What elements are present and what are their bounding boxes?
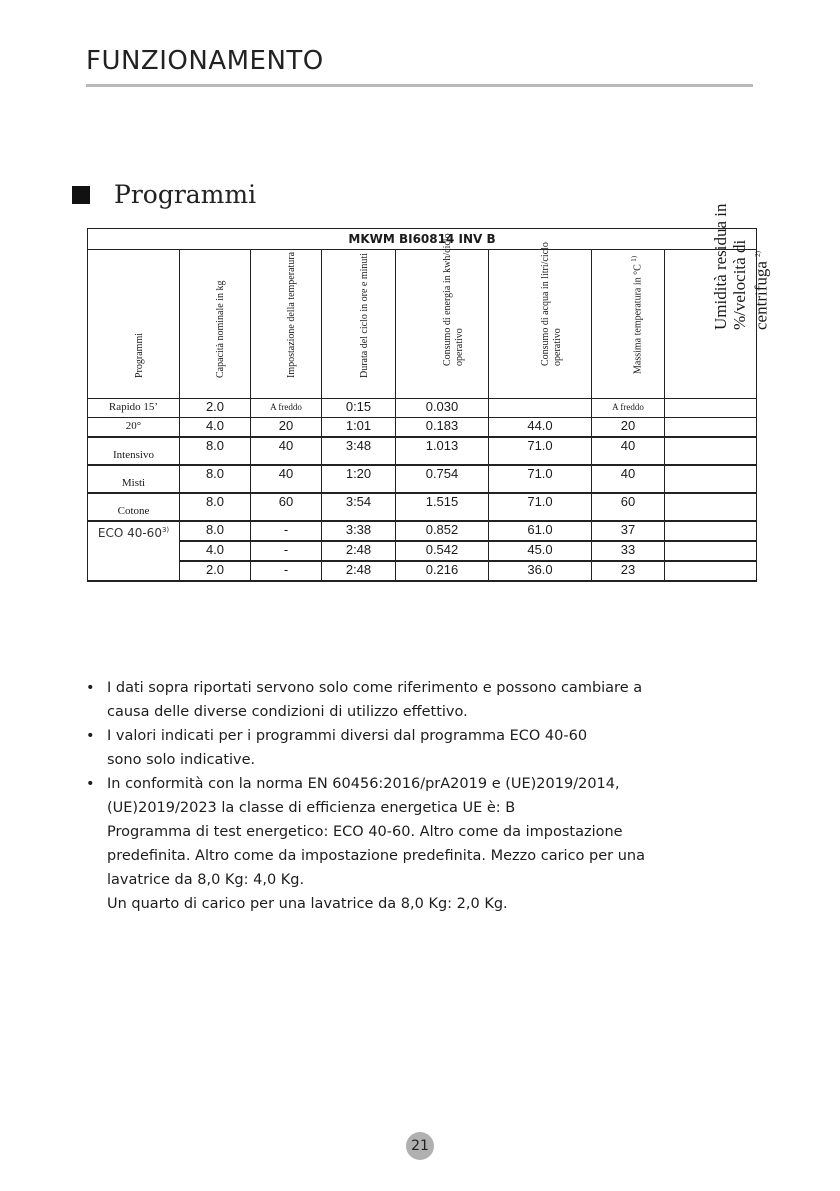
residual-cell	[665, 521, 757, 541]
programs-table	[87, 203, 771, 582]
capacity-cell: 4.0	[180, 541, 251, 561]
energy-cell: 0.754	[396, 465, 489, 493]
table-row	[88, 465, 757, 493]
duration-cell: 3:38	[322, 521, 396, 541]
column-header	[251, 250, 322, 399]
residual-cell	[665, 465, 757, 493]
max-temp-cell: 37	[592, 521, 665, 541]
energy-cell: 1.515	[396, 493, 489, 521]
water-cell: 71.0	[489, 493, 592, 521]
capacity-cell: 8.0	[180, 437, 251, 465]
temp-cell: 20	[251, 418, 322, 438]
table-model-title: MKWM BI60814 INV B	[88, 229, 757, 250]
duration-cell: 2:48	[322, 561, 396, 581]
note-line: In conformità con la norma EN 60456:2016/prA2019 e (UE)2019/2014,	[107, 776, 620, 792]
bullet-icon: •	[86, 728, 95, 744]
water-cell: 71.0	[489, 437, 592, 465]
table-row	[88, 418, 757, 438]
column-header-label: Consumo di acqua in litri/ciclo operativo	[540, 242, 563, 366]
section-title: Programmi	[114, 180, 257, 209]
program-name: Intensivo	[88, 437, 180, 465]
residual-cell	[665, 541, 757, 561]
max-temp-cell: 40	[592, 437, 665, 465]
column-header	[322, 250, 396, 399]
column-header-label: Consumo di energia in kwh/ciclo operativo	[442, 233, 465, 366]
duration-cell: 1:20	[322, 465, 396, 493]
column-header	[665, 203, 771, 399]
temp-cell: 60	[251, 493, 322, 521]
note-line: predefinita. Altro come da impostazione predefinita. Mezzo carico per una	[107, 848, 646, 864]
water-cell: 44.0	[489, 418, 592, 438]
duration-cell: 0:15	[322, 399, 396, 418]
water-cell	[489, 399, 592, 418]
program-name: ECO 40-60$^{3)}$	[88, 521, 180, 581]
list-item	[86, 772, 686, 916]
note-line: Un quarto di carico per una lavatrice da 8,0 Kg: 2,0 Kg.	[107, 896, 508, 912]
water-cell: 71.0	[489, 465, 592, 493]
capacity-cell: 2.0	[180, 561, 251, 581]
column-header-label: Capacità nominale in kg	[215, 280, 226, 378]
max-temp-cell: 23	[592, 561, 665, 581]
duration-cell: 3:54	[322, 493, 396, 521]
program-name: 20°	[88, 418, 180, 438]
duration-cell: 1:01	[322, 418, 396, 438]
table-row	[88, 521, 757, 541]
temp-cell: A freddo	[251, 399, 322, 418]
section-heading	[72, 180, 256, 209]
header-divider	[86, 84, 753, 87]
energy-cell: 0.216	[396, 561, 489, 581]
bullet-icon: •	[86, 776, 95, 792]
table-header-row	[88, 250, 757, 399]
max-temp-cell: 40	[592, 465, 665, 493]
duration-cell: 2:48	[322, 541, 396, 561]
program-name: Rapido 15’	[88, 399, 180, 418]
duration-cell: 3:48	[322, 437, 396, 465]
water-cell: 45.0	[489, 541, 592, 561]
residual-cell	[665, 493, 757, 521]
table-row	[88, 541, 757, 561]
note-line: (UE)2019/2023 la classe di efficienza energetica UE è: B	[107, 800, 516, 816]
water-cell: 36.0	[489, 561, 592, 581]
table-row	[88, 399, 757, 418]
bullet-icon: •	[86, 680, 95, 696]
energy-cell: 0.852	[396, 521, 489, 541]
max-temp-cell: 20	[592, 418, 665, 438]
temp-cell: 40	[251, 465, 322, 493]
temp-cell: -	[251, 561, 322, 581]
notes-list	[86, 676, 686, 916]
capacity-cell: 2.0	[180, 399, 251, 418]
table-row	[88, 437, 757, 465]
capacity-cell: 8.0	[180, 493, 251, 521]
column-header-label: Programmi	[133, 333, 145, 378]
table-row	[88, 493, 757, 521]
energy-cell: 0.030	[396, 399, 489, 418]
column-header-label: Umidità residua in %/velocità di centrifuga $^{2)}$	[710, 203, 771, 331]
water-cell: 61.0	[489, 521, 592, 541]
footnote-ref: 1)	[630, 255, 638, 262]
program-name: Misti	[88, 465, 180, 493]
temp-cell: -	[251, 541, 322, 561]
footnote-ref: 2)	[753, 251, 762, 258]
temp-cell: 40	[251, 437, 322, 465]
list-item	[86, 676, 686, 724]
note-line: I valori indicati per i programmi diversi dal programma ECO 40-60	[107, 728, 588, 744]
max-temp-cell: A freddo	[592, 399, 665, 418]
max-temp-cell: 60	[592, 493, 665, 521]
note-line: causa delle diverse condizioni di utilizzo effettivo.	[107, 704, 468, 720]
energy-cell: 0.183	[396, 418, 489, 438]
capacity-cell: 8.0	[180, 465, 251, 493]
residual-cell	[665, 437, 757, 465]
column-header-label: Impostazione della temperatura	[286, 251, 297, 378]
column-header	[592, 250, 665, 399]
note-line: I dati sopra riportati servono solo come riferimento e possono cambiare a	[107, 680, 643, 696]
max-temp-cell: 33	[592, 541, 665, 561]
column-header-label: Massima temperatura in °C $^{1)}$	[630, 255, 644, 374]
residual-cell	[665, 399, 757, 418]
note-line: Programma di test energetico: ECO 40-60. Altro come da impostazione	[107, 824, 623, 840]
column-header	[180, 250, 251, 399]
column-header-label: Durata del ciclo in ore e minuti	[358, 253, 370, 378]
page-number: 21	[406, 1132, 434, 1160]
note-line: sono solo indicative.	[107, 752, 256, 768]
program-name: Cotone	[88, 493, 180, 521]
capacity-cell: 8.0	[180, 521, 251, 541]
footnote-ref: 3)	[161, 526, 170, 534]
residual-cell	[665, 418, 757, 438]
page-title: FUNZIONAMENTO	[86, 46, 324, 76]
temp-cell: -	[251, 521, 322, 541]
residual-cell	[665, 561, 757, 581]
table-row	[88, 561, 757, 581]
column-header	[88, 250, 180, 399]
capacity-cell: 4.0	[180, 418, 251, 438]
energy-cell: 0.542	[396, 541, 489, 561]
list-item	[86, 724, 686, 772]
square-bullet-icon	[72, 186, 90, 204]
note-line: lavatrice da 8,0 Kg: 4,0 Kg.	[107, 872, 305, 888]
energy-cell: 1.013	[396, 437, 489, 465]
column-header	[489, 242, 592, 399]
